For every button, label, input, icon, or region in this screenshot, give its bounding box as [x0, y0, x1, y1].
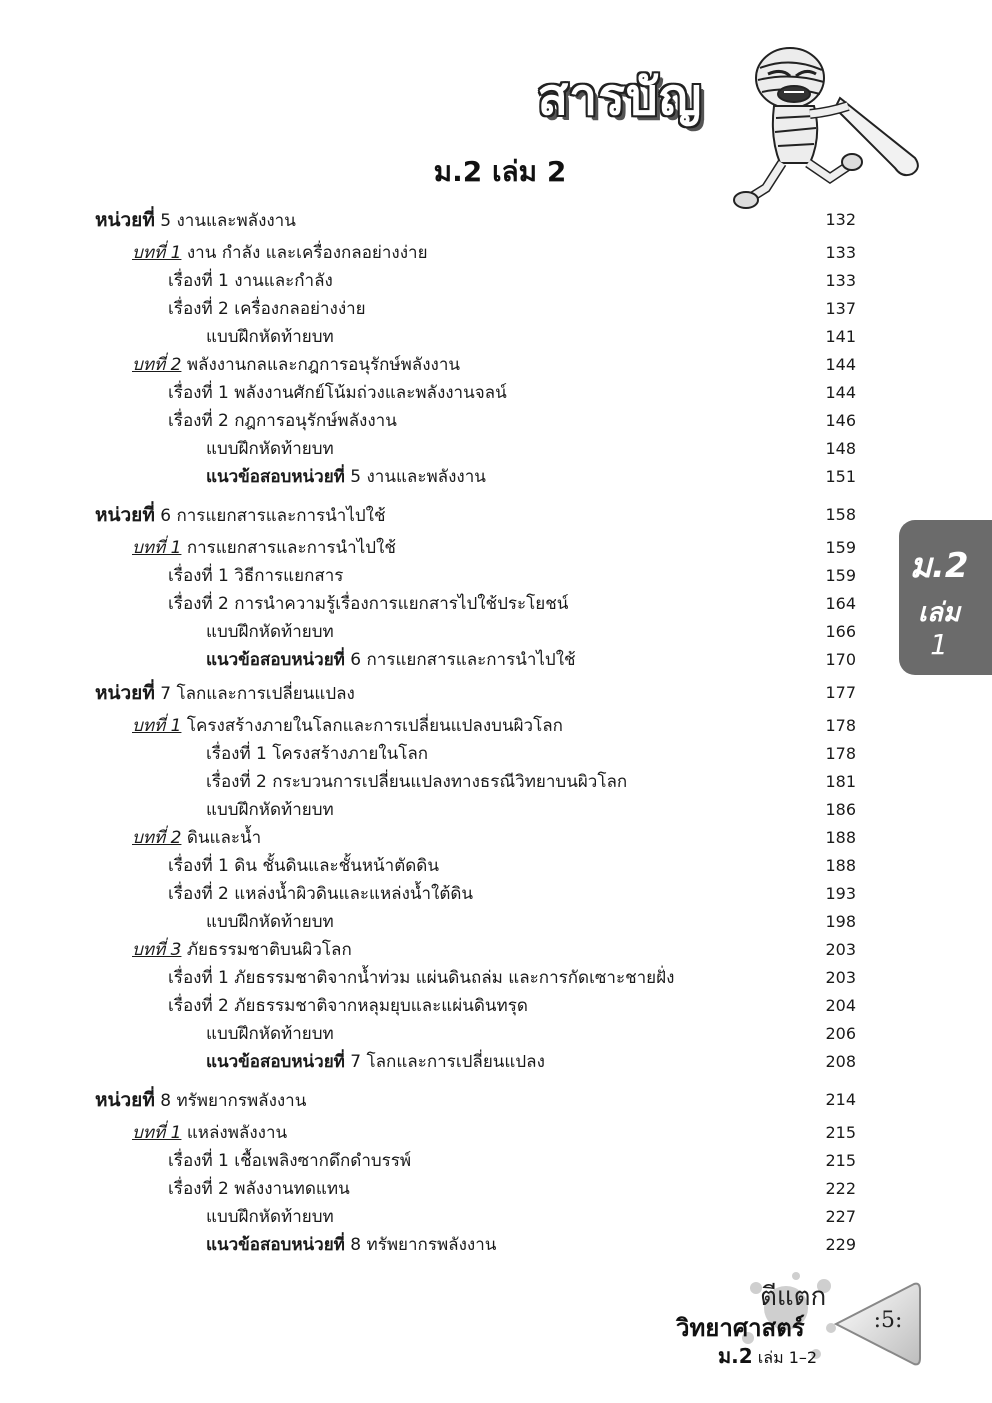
toc-chapter-title: งาน กำลัง และเครื่องกลอย่างง่าย [186, 243, 428, 263]
toc-chapter-number: บทที่ 2 [132, 355, 182, 375]
toc-subtopic [206, 741, 428, 767]
toc-page-number: 206 [825, 1024, 856, 1043]
toc-entry-label: แบบฝึกหัดท้ายบท [206, 1024, 334, 1044]
toc-entry-label: แบบฝึกหัดท้ายบท [206, 327, 334, 347]
grade-volume-tab [899, 520, 992, 675]
toc-topic [168, 380, 507, 406]
toc-chapter-title: พลังงานกลและกฎการอนุรักษ์พลังงาน [186, 355, 460, 375]
footer-brand [640, 1268, 840, 1398]
toc-page-number: 158 [825, 505, 856, 524]
volume-word: เล่ม [918, 598, 960, 628]
toc-topic [168, 296, 366, 322]
toc-exam [206, 1232, 496, 1258]
toc-chapter [132, 937, 352, 963]
toc-unit [95, 207, 296, 233]
toc-exercise [206, 1021, 334, 1047]
toc-entry-label: เรื่องที่ 1 วิธีการแยกสาร [168, 566, 344, 586]
toc-page-number: 198 [825, 912, 856, 931]
toc-page-number: 164 [825, 594, 856, 613]
toc-entry-label: เรื่องที่ 2 กฎการอนุรักษ์พลังงาน [168, 411, 397, 431]
toc-page-number: 193 [825, 884, 856, 903]
toc-exam [206, 647, 576, 673]
toc-exercise [206, 909, 334, 935]
toc-page-number: 227 [825, 1207, 856, 1226]
toc-label-strong: แนวข้อสอบหน่วยที่ [206, 650, 345, 670]
toc-label-strong: หน่วยที่ [95, 209, 155, 231]
toc-chapter-title: ดินและน้ำ [186, 828, 262, 848]
toc-page-number: 144 [825, 383, 856, 402]
toc-label-strong: แนวข้อสอบหน่วยที่ [206, 467, 345, 487]
toc-exercise [206, 324, 334, 350]
toc-topic [168, 563, 343, 589]
volume-number: 1 [930, 628, 948, 661]
toc-chapter [132, 1120, 287, 1146]
toc-label-strong: หน่วยที่ [95, 504, 155, 526]
toc-page-number: 222 [825, 1179, 856, 1198]
toc-page-number: 203 [825, 940, 856, 959]
toc-page-number: 132 [825, 210, 856, 229]
toc-entry-label: แบบฝึกหัดท้ายบท [206, 800, 334, 820]
toc-chapter-number: บทที่ 1 [132, 716, 182, 736]
toc-label-strong: แนวข้อสอบหน่วยที่ [206, 1052, 345, 1072]
page-subtitle: ม.2 เล่ม 2 [433, 155, 567, 188]
toc-chapter [132, 535, 396, 561]
toc-page-number: 159 [825, 566, 856, 585]
toc-topic [168, 965, 674, 991]
toc-topic [168, 881, 473, 907]
toc-page-number: 188 [825, 828, 856, 847]
toc-exercise [206, 797, 334, 823]
toc-page-number: 181 [825, 772, 856, 791]
page-number: :5: [873, 1308, 903, 1333]
toc-entry-label: เรื่องที่ 2 ภัยธรรมชาติจากหลุมยุบและแผ่นดินทรุด [168, 996, 528, 1016]
toc-exercise [206, 619, 334, 645]
toc-label-rest: 6 การแยกสารและการนำไปใช้ [160, 506, 386, 526]
toc-entry-label: แบบฝึกหัดท้ายบท [206, 1207, 334, 1227]
toc-entry-label: เรื่องที่ 1 ดิน ชั้นดินและชั้นหน้าตัดดิน [168, 856, 439, 876]
toc-label-strong: หน่วยที่ [95, 1089, 155, 1111]
brand-line-1: ตีแตก [760, 1282, 827, 1312]
toc-topic [168, 1176, 350, 1202]
toc-chapter-number: บทที่ 1 [132, 243, 182, 263]
toc-exercise [206, 1204, 334, 1230]
toc-page-number: 208 [825, 1052, 856, 1071]
toc-chapter [132, 713, 563, 739]
brand-volume: เล่ม 1–2 [757, 1348, 818, 1367]
toc-page-number: 146 [825, 411, 856, 430]
toc-label-rest: 5 งานและพลังงาน [350, 467, 486, 487]
toc-exam [206, 464, 486, 490]
page-title: สารบัญ [537, 68, 703, 126]
toc-label-rest: 6 การแยกสารและการนำไปใช้ [350, 650, 576, 670]
toc-chapter-title: แหล่งพลังงาน [186, 1123, 288, 1143]
toc-page-number: 141 [825, 327, 856, 346]
toc-label-rest: 8 ทรัพยากรพลังงาน [160, 1091, 307, 1111]
toc-topic [168, 591, 568, 617]
toc-chapter-title: โครงสร้างภายในโลกและการเปลี่ยนแปลงบนผิวโลก [186, 716, 563, 736]
toc-chapter-title: การแยกสารและการนำไปใช้ [186, 538, 396, 558]
toc-entry-label: เรื่องที่ 2 พลังงานทดแทน [168, 1179, 350, 1199]
toc-chapter-number: บทที่ 1 [132, 538, 182, 558]
toc-topic [168, 853, 439, 879]
toc-chapter-number: บทที่ 2 [132, 828, 182, 848]
toc-unit [95, 1087, 306, 1113]
toc-entry-label: เรื่องที่ 1 พลังงานศักย์โน้มถ่วงและพลังงานจลน์ [168, 383, 507, 403]
toc-entry-label: เรื่องที่ 2 เครื่องกลอย่างง่าย [168, 299, 366, 319]
toc-entry-label: แบบฝึกหัดท้ายบท [206, 912, 334, 932]
toc-chapter [132, 240, 428, 266]
toc-topic [168, 993, 528, 1019]
toc-page-number: 170 [825, 650, 856, 669]
toc-page-number: 133 [825, 243, 856, 262]
toc-page-number: 144 [825, 355, 856, 374]
toc-label-rest: 7 โลกและการเปลี่ยนแปลง [160, 684, 355, 704]
toc-exam [206, 1049, 545, 1075]
toc-entry-label: เรื่องที่ 1 โครงสร้างภายในโลก [206, 744, 429, 764]
toc-page-number: 214 [825, 1090, 856, 1109]
toc-entry-label: เรื่องที่ 1 งานและกำลัง [168, 271, 333, 291]
toc-entry-label: เรื่องที่ 2 แหล่งน้ำผิวดินและแหล่งน้ำใต้ดิน [168, 884, 474, 904]
toc-label-strong: หน่วยที่ [95, 682, 155, 704]
toc-entry-label: เรื่องที่ 1 เชื้อเพลิงซากดึกดำบรรพ์ [168, 1151, 412, 1171]
toc-label-rest: 5 งานและพลังงาน [160, 211, 296, 231]
toc-page-number: 137 [825, 299, 856, 318]
brand-grade: ม.2 [718, 1344, 753, 1368]
toc-exercise [206, 436, 334, 462]
toc-chapter [132, 352, 460, 378]
toc-label-rest: 7 โลกและการเปลี่ยนแปลง [350, 1052, 545, 1072]
toc-chapter-title: ภัยธรรมชาติบนผิวโลก [186, 940, 352, 960]
toc-entry-label: เรื่องที่ 2 การนำความรู้เรื่องการแยกสารไปใช้ประโยชน์ [168, 594, 569, 614]
toc-page-number: 133 [825, 271, 856, 290]
toc-unit [95, 680, 355, 706]
toc-chapter-number: บทที่ 1 [132, 1123, 182, 1143]
brand-line-2: วิทยาศาสตร์ [676, 1314, 805, 1342]
toc-page-number: 188 [825, 856, 856, 875]
toc-page-number: 178 [825, 716, 856, 735]
grade-label: ม.2 [909, 546, 969, 586]
toc-page-number: 148 [825, 439, 856, 458]
toc-page-number: 203 [825, 968, 856, 987]
toc-subtopic [206, 769, 627, 795]
toc-page-number: 159 [825, 538, 856, 557]
toc-chapter [132, 825, 261, 851]
toc-page-number: 186 [825, 800, 856, 819]
toc-entry-label: แบบฝึกหัดท้ายบท [206, 439, 334, 459]
toc-label-strong: แนวข้อสอบหน่วยที่ [206, 1235, 345, 1255]
page-number-badge [828, 1278, 923, 1370]
toc-topic [168, 268, 333, 294]
toc-entry-label: เรื่องที่ 1 ภัยธรรมชาติจากน้ำท่วม แผ่นดินถล่ม และการกัดเซาะชายฝั่ง [168, 968, 675, 988]
toc-topic [168, 408, 397, 434]
toc-entry-label: เรื่องที่ 2 กระบวนการเปลี่ยนแปลงทางธรณีวิทยาบนผิวโลก [206, 772, 628, 792]
toc-label-rest: 8 ทรัพยากรพลังงาน [350, 1235, 497, 1255]
brand-line-3 [718, 1340, 817, 1372]
toc-page-number: 166 [825, 622, 856, 641]
toc-page-number: 151 [825, 467, 856, 486]
toc-chapter-number: บทที่ 3 [132, 940, 182, 960]
toc-unit [95, 502, 386, 528]
toc-entry-label: แบบฝึกหัดท้ายบท [206, 622, 334, 642]
toc-page-number: 178 [825, 744, 856, 763]
toc-topic [168, 1148, 411, 1174]
toc-page-number: 215 [825, 1123, 856, 1142]
toc-page-number: 177 [825, 683, 856, 702]
toc-page-number: 204 [825, 996, 856, 1015]
toc-page-number: 215 [825, 1151, 856, 1170]
toc-page-number: 229 [825, 1235, 856, 1254]
